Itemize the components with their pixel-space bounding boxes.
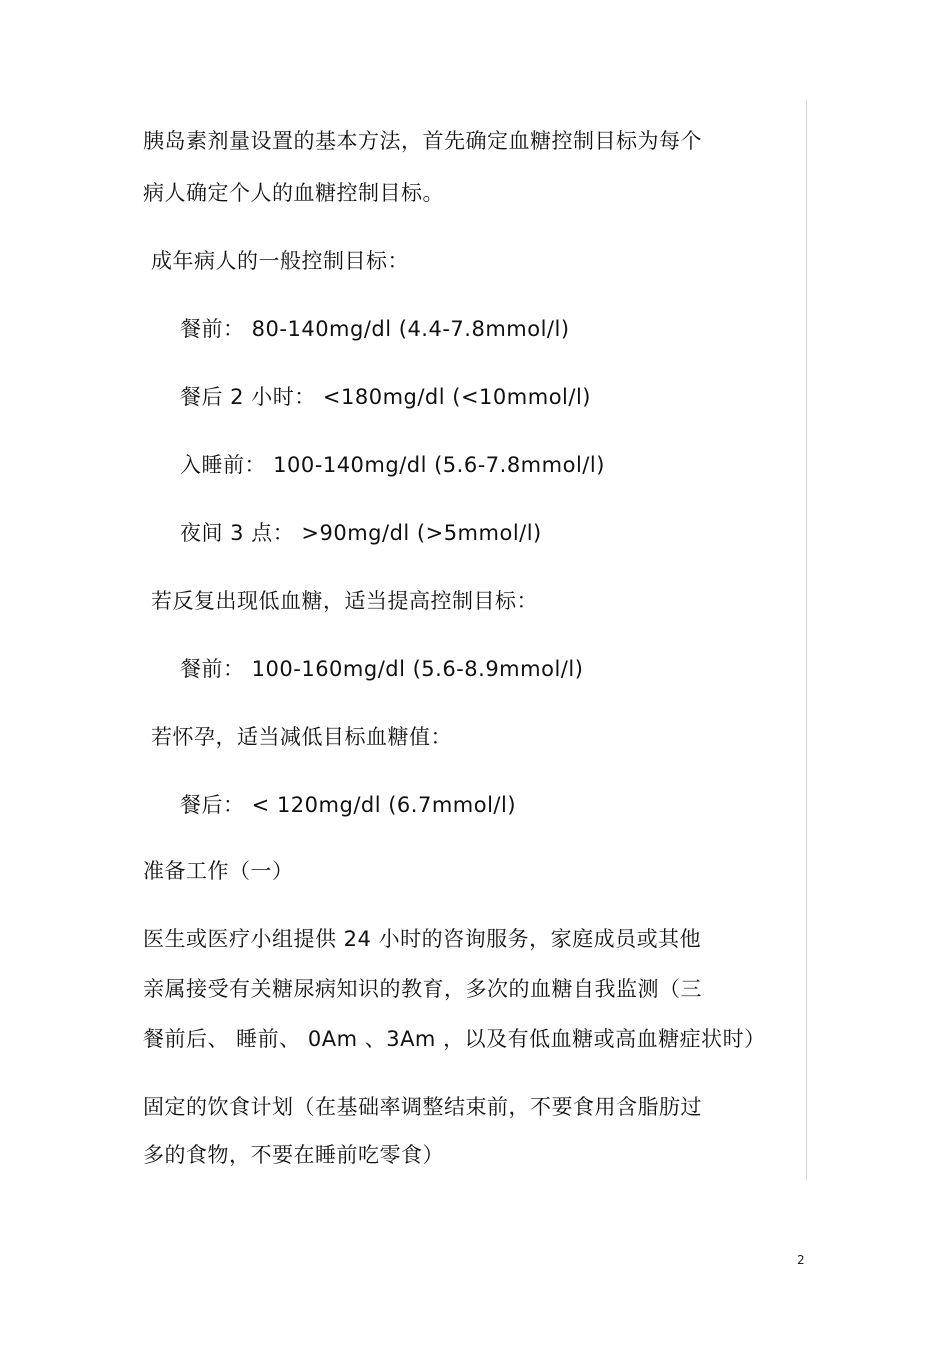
paragraph-intro-line-1: 胰岛素剂量设置的基本方法，首先确定血糖控制目标为每个	[143, 129, 702, 153]
preparation-paragraph-line-2: 亲属接受有关糖尿病知识的教育，多次的血糖自我监测（三	[143, 977, 702, 1001]
page-number: 2	[797, 1253, 805, 1267]
paragraph-intro-line-2: 病人确定个人的血糖控制目标。	[143, 181, 444, 205]
target-bedtime: 入睡前： 100-140mg/dl (5.6-7.8mmol/l)	[180, 453, 605, 477]
target-before-meal: 餐前： 80-140mg/dl (4.4-7.8mmol/l)	[180, 317, 570, 341]
diet-plan-line-2: 多的食物，不要在睡前吃零食）	[143, 1143, 444, 1167]
hypoglycemia-target-before-meal: 餐前： 100-160mg/dl (5.6-8.9mmol/l)	[180, 657, 584, 681]
pregnancy-heading: 若怀孕，适当减低目标血糖值：	[151, 725, 452, 749]
preparation-paragraph-line-1: 医生或医疗小组提供 24 小时的咨询服务，家庭成员或其他	[143, 927, 702, 951]
preparation-heading: 准备工作（一）	[143, 859, 294, 883]
adult-targets-heading: 成年病人的一般控制目标：	[151, 249, 409, 273]
diet-plan-line-1: 固定的饮食计划（在基础率调整结束前，不要食用含脂肪过	[143, 1095, 702, 1119]
pregnancy-target-after-meal: 餐后： < 120mg/dl (6.7mmol/l)	[180, 793, 517, 817]
target-night-3am: 夜间 3 点： >90mg/dl (>5mmol/l)	[180, 521, 542, 545]
target-after-meal-2h: 餐后 2 小时： <180mg/dl (<10mmol/l)	[180, 385, 591, 409]
preparation-paragraph-line-3: 餐前后、 睡前、 0Am 、3Am ，以及有低血糖或高血糖症状时）	[143, 1027, 766, 1051]
hypoglycemia-heading: 若反复出现低血糖，适当提高控制目标：	[151, 589, 538, 613]
